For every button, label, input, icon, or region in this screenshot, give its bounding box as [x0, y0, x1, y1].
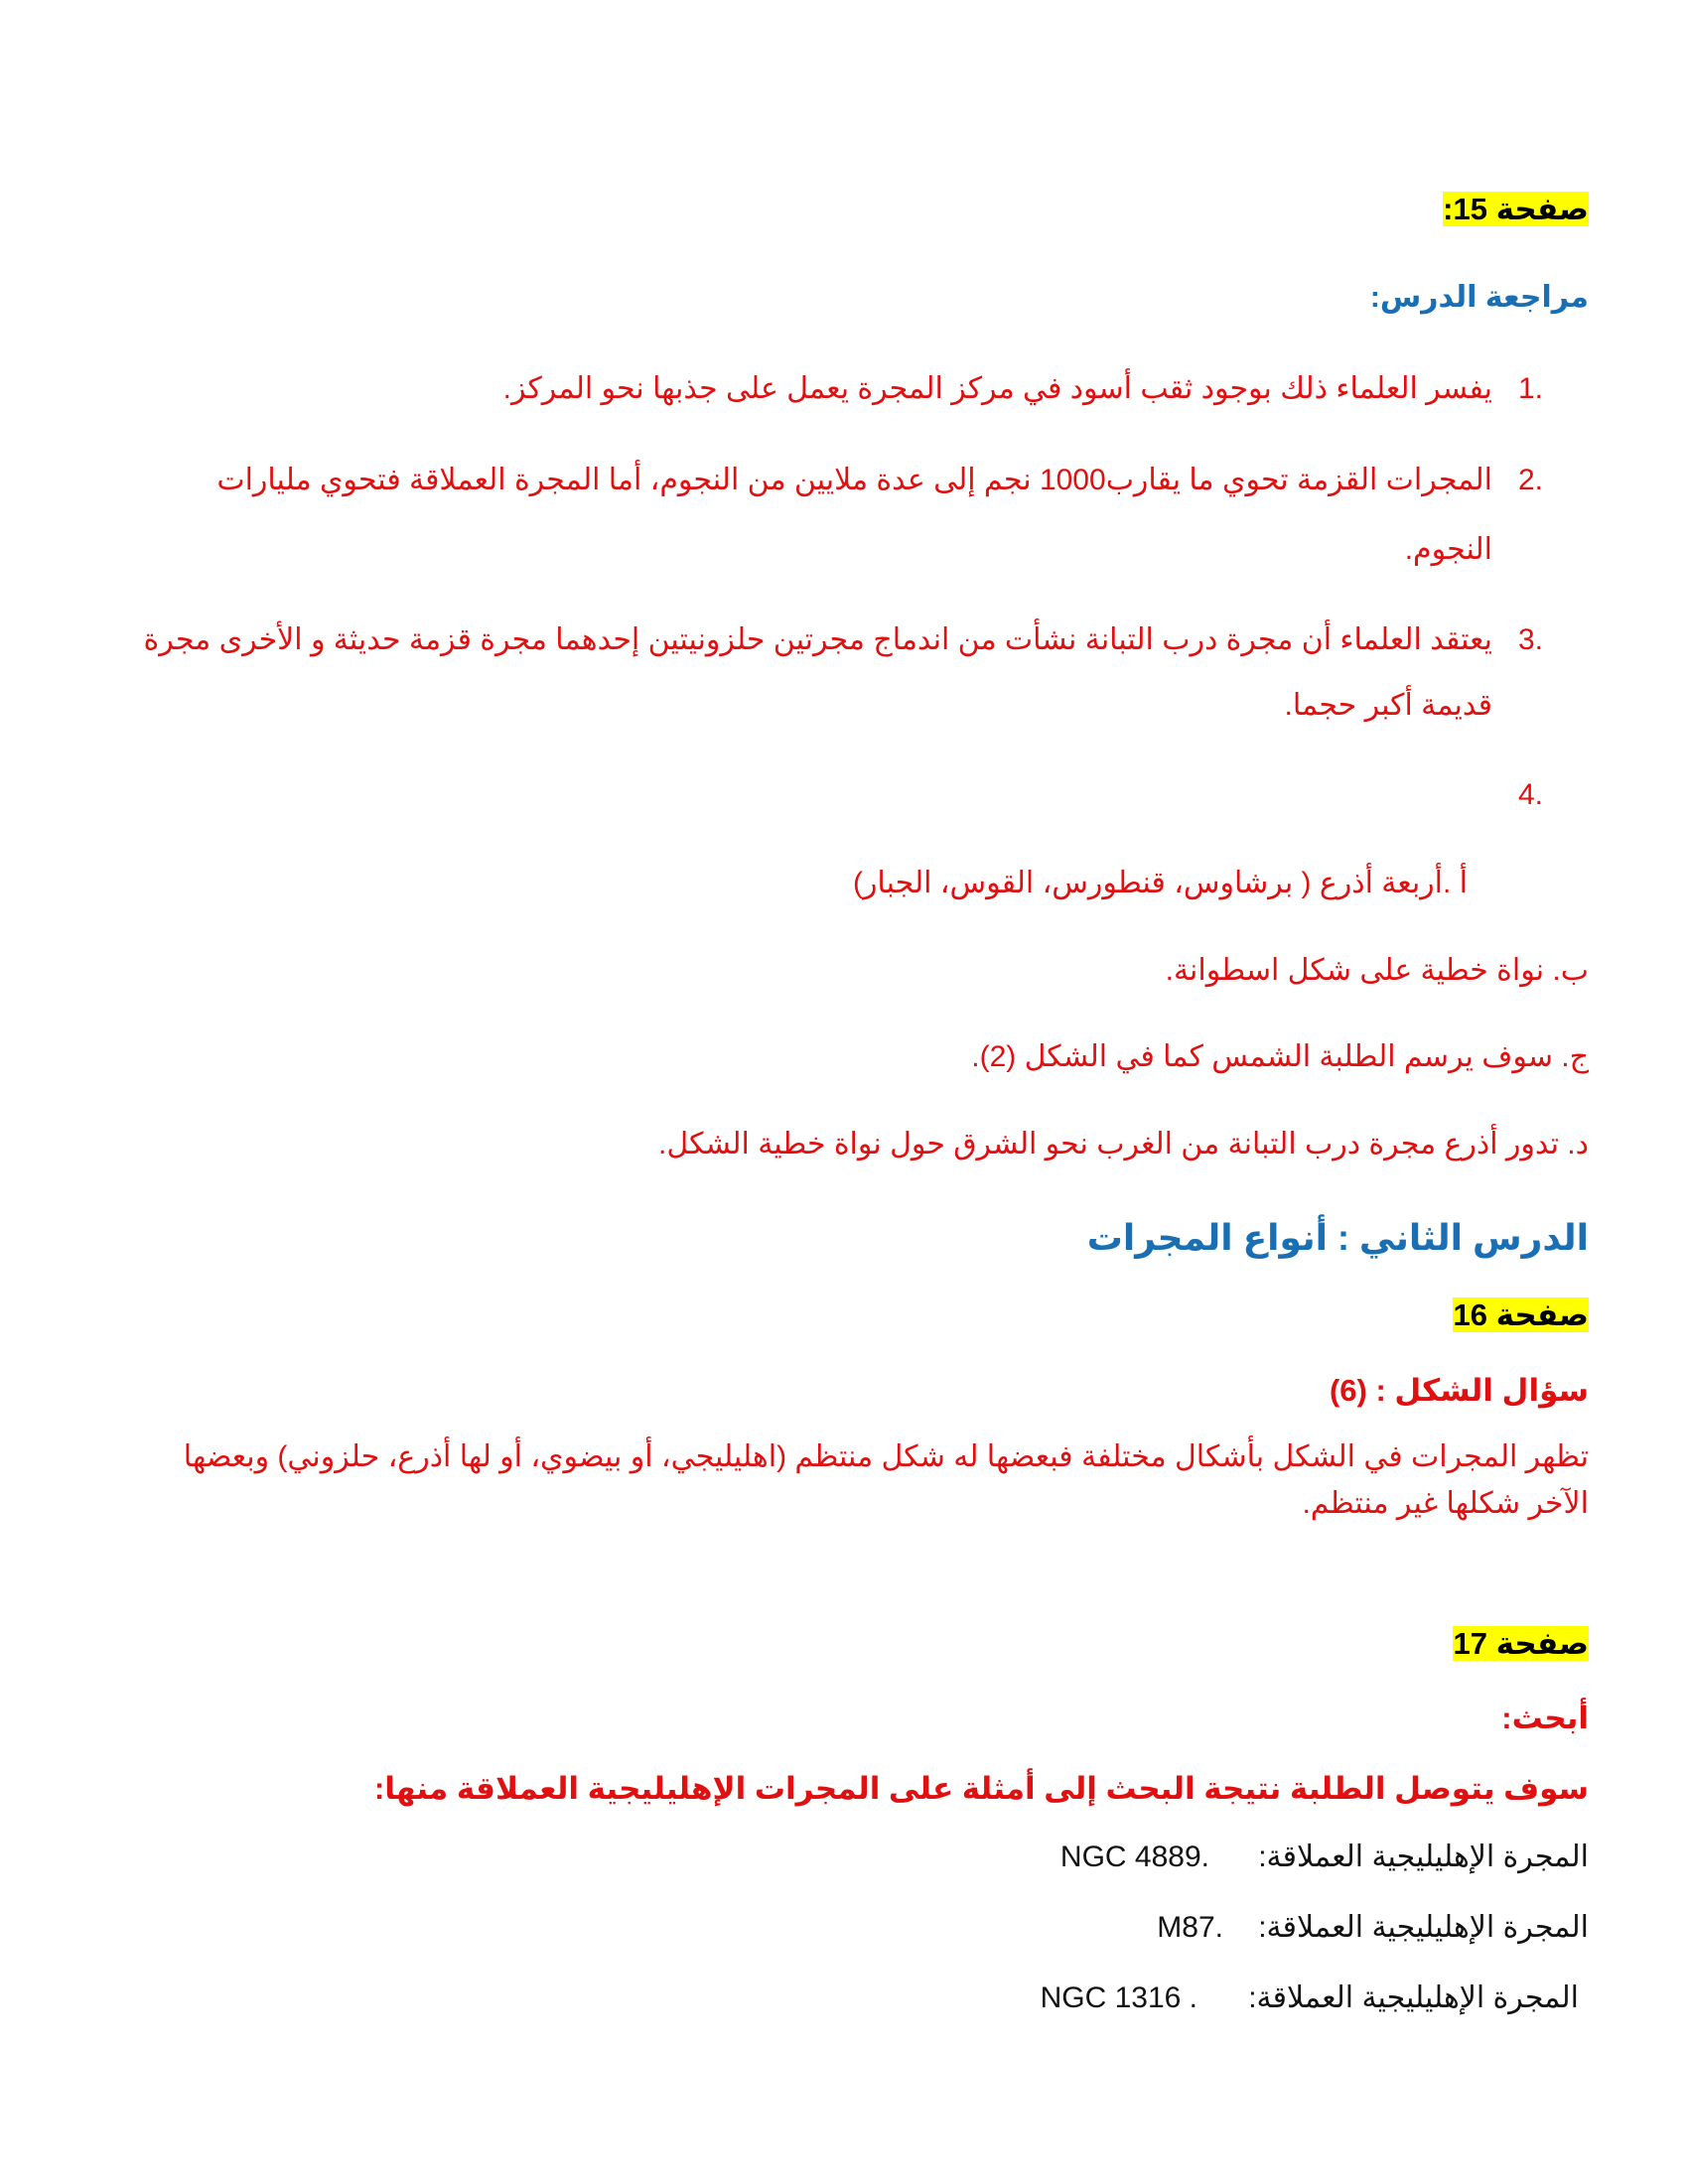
figure-question-title: سؤال الشكل : (6)	[1329, 1373, 1589, 1408]
review-item-3-text-line1: يعتقد العلماء أن مجرة درب التبانة نشأت من اندماج مجرتين حلزونيتين إحدهما مجرة قزمة حديثة و الأخرى مجرة	[143, 623, 1492, 656]
sub-answer-b: ب. نواة خطية على شكل اسطوانة.	[1165, 954, 1589, 987]
page-16-label	[1453, 1297, 1589, 1333]
example-2-value: M87.	[1157, 1911, 1223, 1944]
lesson-two-title: الدرس الثاني : أنواع المجرات	[1086, 1217, 1589, 1258]
search-title: أبحث:	[1501, 1701, 1589, 1735]
sub-answer-c: ج. سوف يرسم الطلبة الشمس كما في الشكل (2).	[971, 1040, 1589, 1073]
page-16-label-text: صفحة 16	[1453, 1297, 1589, 1332]
search-intro: سوف يتوصل الطلبة نتيجة البحث إلى أمثلة على المجرات الإهليليجية العملاقة منها:	[373, 1771, 1589, 1806]
review-item-2-number: 2.	[1517, 464, 1543, 496]
sub-answer-d: د. تدور أذرع مجرة درب التبانة من الغرب نحو الشرق حول نواة خطية الشكل.	[658, 1128, 1589, 1160]
review-item-3-text-line2: قديمة أكبر حجما.	[1284, 689, 1492, 722]
review-item-1-text: يفسر العلماء ذلك بوجود ثقب أسود في مركز المجرة يعمل على جذبها نحو المركز.	[502, 372, 1492, 405]
page-15-label	[1443, 191, 1589, 227]
page-17-label	[1453, 1625, 1589, 1662]
figure-answer-line2: الآخر شكلها غير منتظم.	[1302, 1487, 1589, 1520]
review-item-4-number: 4.	[1517, 778, 1543, 811]
sub-answer-a: أ .أربعة أذرع ( برشاوس، قنطورس، القوس، الجبار)	[852, 867, 1468, 899]
page-15-label-text: صفحة 15:	[1443, 192, 1589, 226]
review-item-2-text-line1: المجرات القزمة تحوي ما يقارب1000 نجم إلى عدة ملايين من النجوم، أما المجرة العملاقة فتحوي مليارات	[216, 464, 1492, 496]
review-item-1-number: 1.	[1517, 372, 1543, 405]
example-2-label: المجرة الإهليليجية العملاقة:	[1258, 1911, 1589, 1944]
example-3-value: NGC 1316 .	[1040, 1981, 1197, 2014]
figure-answer-line1: تظهر المجرات في الشكل بأشكال مختلفة فبعضها له شكل منتظم (اهليليجي، أو بيضوي، أو لها أذرع، حلزوني) وبعضها	[183, 1440, 1589, 1473]
review-item-2-text-line2: النجوم.	[1404, 533, 1492, 566]
lesson-review-title: مراجعة الدرس:	[1369, 281, 1589, 314]
example-1-value: NGC 4889.	[1059, 1841, 1209, 1873]
example-3-label: المجرة الإهليليجية العملاقة:	[1248, 1981, 1579, 2014]
example-1-label: المجرة الإهليليجية العملاقة:	[1258, 1841, 1589, 1873]
page-17-label-text: صفحة 17	[1453, 1626, 1589, 1661]
review-item-3-number: 3.	[1517, 623, 1543, 656]
